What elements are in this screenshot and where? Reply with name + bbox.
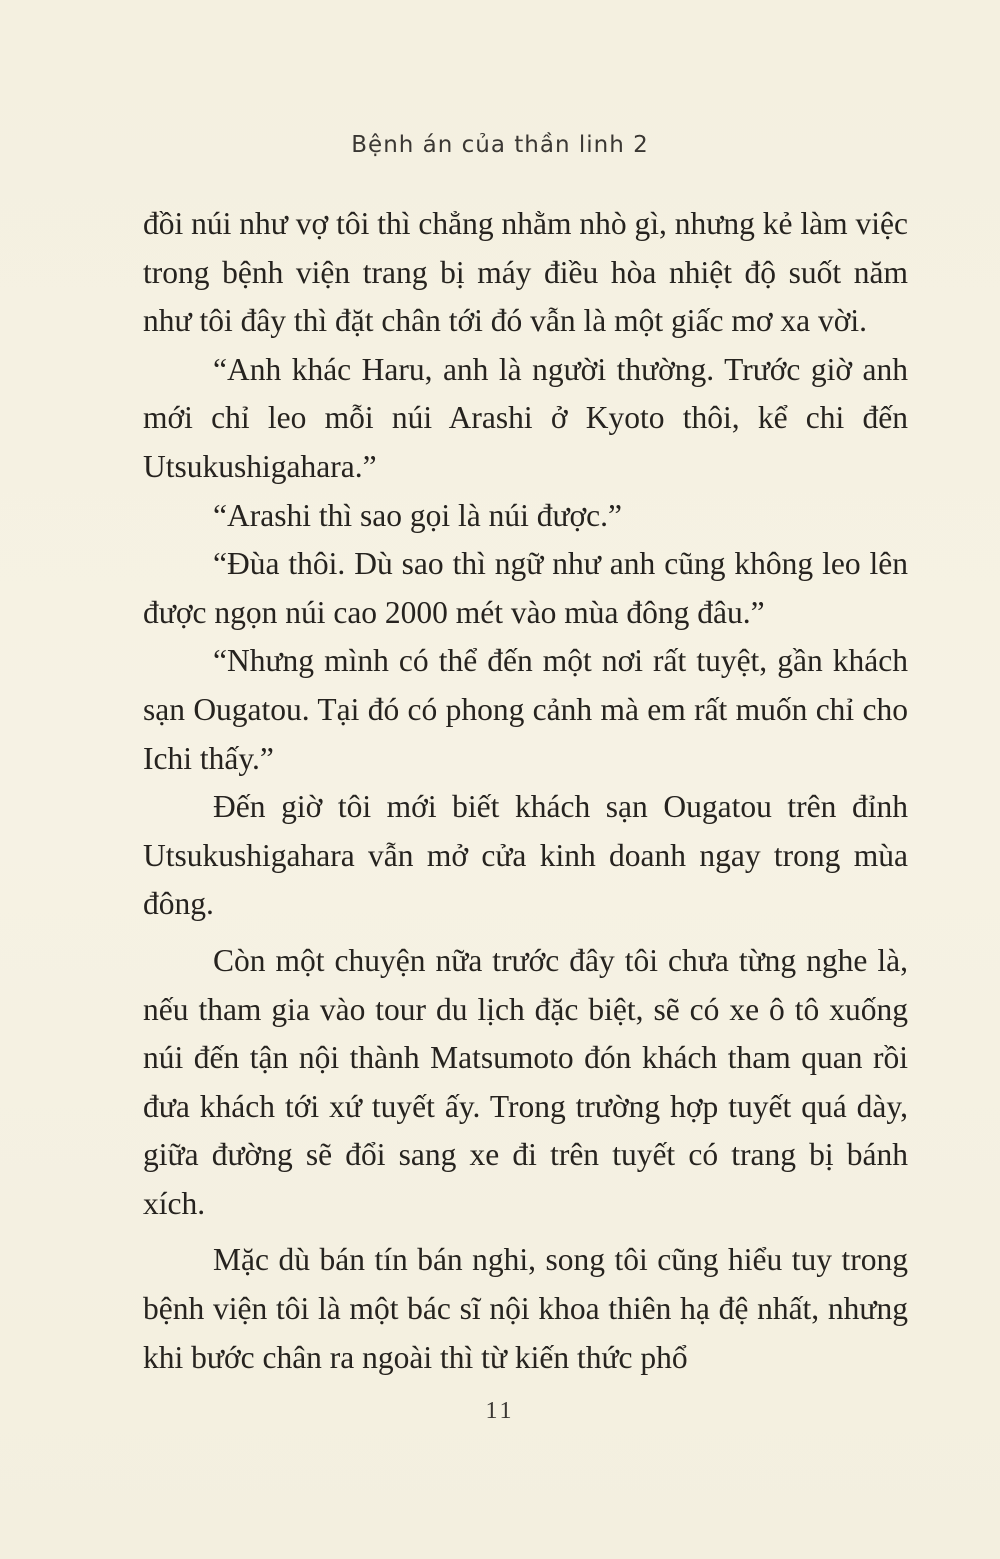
- paragraph: “Nhưng mình có thể đến một nơi rất tuyệt, gần khách sạn Ougatou. Tại đó có phong cảnh mà em rất muốn chỉ cho Ichi thấy.”: [143, 643, 908, 776]
- running-header: Bệnh án của thần linh 2: [351, 132, 649, 158]
- paragraph: Đến giờ tôi mới biết khách sạn Ougatou trên đỉnh Utsukushigahara vẫn mở cửa kinh doanh ngay trong mùa đông.: [143, 789, 908, 922]
- paragraph: đồi núi như vợ tôi thì chẳng nhằm nhò gì, nhưng kẻ làm việc trong bệnh viện trang bị máy điều hòa nhiệt độ suốt năm như tôi đây thì đặt chân tới đó vẫn là một giấc mơ xa vời.: [143, 206, 908, 339]
- body-text: [143, 200, 908, 1382]
- paragraph: “Arashi thì sao gọi là núi được.”: [213, 497, 623, 533]
- paragraph: “Đùa thôi. Dù sao thì ngữ như anh cũng không leo lên được ngọn núi cao 2000 mét vào mùa đông đâu.”: [143, 546, 908, 630]
- paragraph: Còn một chuyện nữa trước đây tôi chưa từng nghe là, nếu tham gia vào tour du lịch đặc biệt, sẽ có xe ô tô xuống núi đến tận nội thành Matsumoto đón khách tham quan rồi đưa khách tới xứ tuyết ấy. Trong trường hợp tuyết quá dày, giữa đường sẽ đổi sang xe đi trên tuyết có trang bị bánh xích.: [143, 942, 908, 1221]
- page-number: 11: [485, 1398, 515, 1424]
- paragraph: Mặc dù bán tín bán nghi, song tôi cũng hiểu tuy trong bệnh viện tôi là một bác sĩ nội khoa thiên hạ đệ nhất, nhưng khi bước chân ra ngoài thì từ kiến thức phổ: [143, 1242, 908, 1375]
- paragraph: “Anh khác Haru, anh là người thường. Trước giờ anh mới chỉ leo mỗi núi Arashi ở Kyoto thôi, kể chi đến Utsukushigahara.”: [143, 351, 908, 484]
